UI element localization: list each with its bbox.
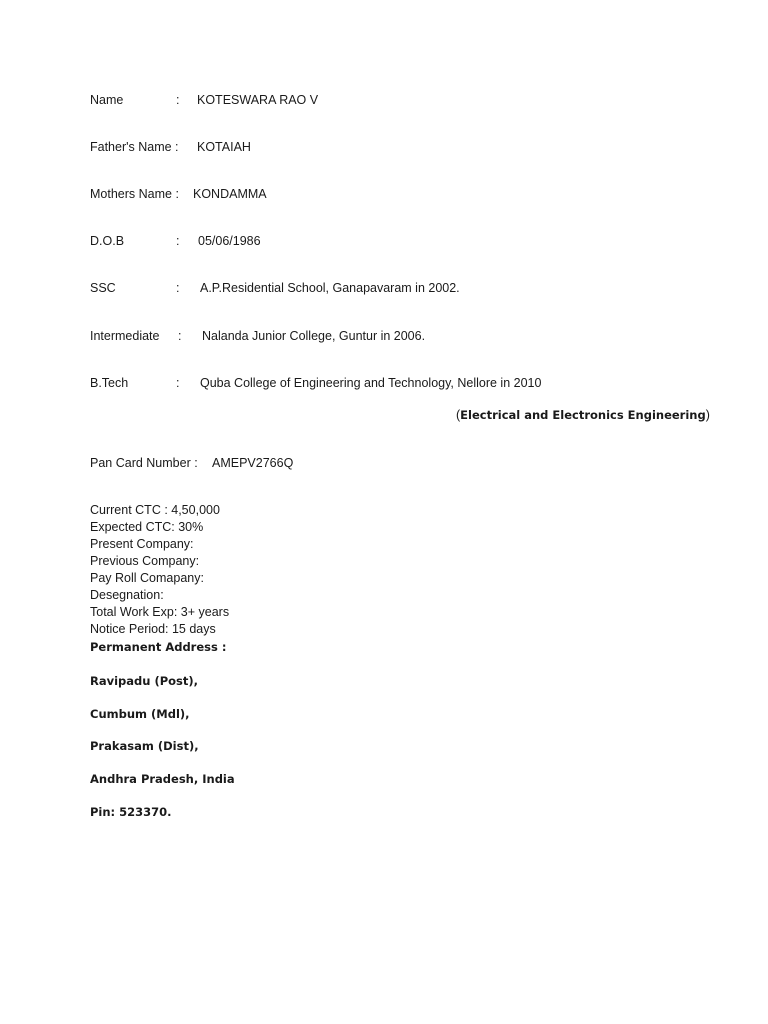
intermediate-value: Nalanda Junior College, Guntur in 2006. [202, 329, 426, 343]
btech-branch [456, 407, 710, 423]
ssc-value: A.P.Residential School, Ganapavaram in 2002. [200, 281, 460, 295]
address-line-2: Cumbum (Mdl), [90, 707, 190, 721]
designation: Desegnation: [90, 588, 164, 602]
expected-ctc: Expected CTC: 30% [90, 520, 204, 534]
permanent-address-heading: Permanent Address : [90, 640, 227, 654]
notice-period: Notice Period: 15 days [90, 622, 216, 636]
branch-open-paren: ( [456, 408, 461, 422]
dob-value: 05/06/1986 [198, 234, 261, 248]
btech-label: B.Tech [90, 376, 129, 390]
present-company: Present Company: [90, 537, 194, 551]
address-line-4: Andhra Pradesh, India [90, 772, 235, 786]
father-name-value: KOTAIAH [197, 140, 251, 154]
intermediate-separator: : [178, 329, 182, 343]
intermediate-label: Intermediate [90, 329, 160, 343]
name-value: KOTESWARA RAO V [197, 93, 319, 107]
btech-separator: : [176, 376, 180, 390]
total-work-exp: Total Work Exp: 3+ years [90, 605, 230, 619]
father-name-label: Father's Name : [90, 140, 179, 154]
address-line-3: Prakasam (Dist), [90, 739, 199, 753]
address-line-1: Ravipadu (Post), [90, 674, 199, 688]
payroll-company: Pay Roll Comapany: [90, 571, 204, 585]
name-separator: : [176, 93, 180, 107]
name-label: Name [90, 93, 124, 107]
ssc-separator: : [176, 281, 180, 295]
dob-label: D.O.B [90, 234, 125, 248]
btech-value: Quba College of Engineering and Technology, Nellore in 2010 [200, 376, 542, 390]
pan-value: AMEPV2766Q [212, 456, 294, 470]
mother-name-value: KONDAMMA [193, 187, 267, 201]
ssc-label: SSC [90, 281, 116, 295]
branch-text: Electrical and Electronics Engineering [460, 408, 706, 422]
branch-close-paren: ) [705, 408, 710, 422]
pan-label: Pan Card Number : [90, 456, 198, 470]
dob-separator: : [176, 234, 180, 248]
current-ctc: Current CTC : 4,50,000 [90, 503, 220, 517]
previous-company: Previous Company: [90, 554, 200, 568]
address-pin: Pin: 523370. [90, 805, 172, 819]
mother-name-label: Mothers Name : [90, 187, 179, 201]
